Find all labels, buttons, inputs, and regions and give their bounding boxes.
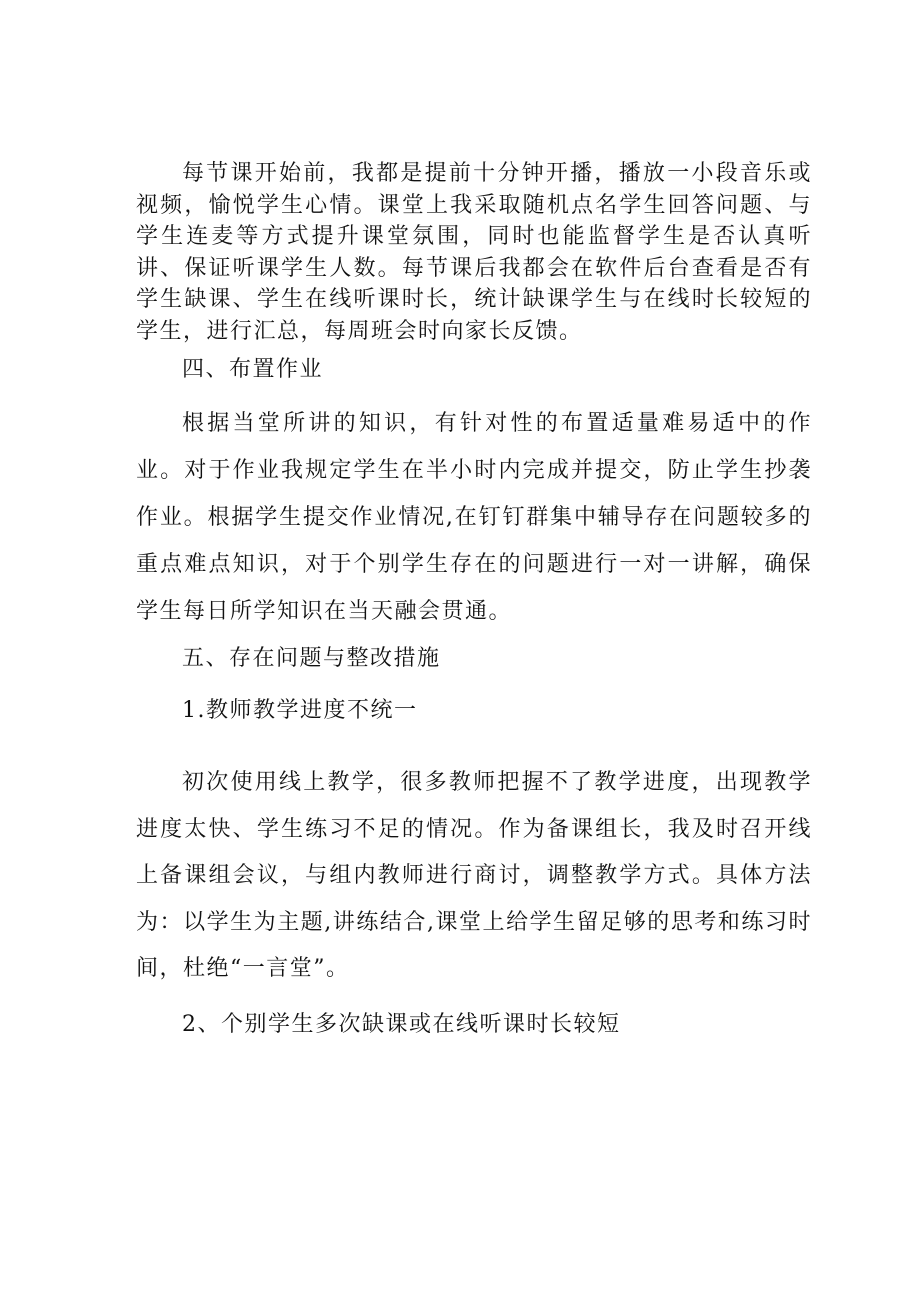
paragraph-teaching-progress: 初次使用线上教学，很多教师把握不了教学进度，出现教学进度太快、学生练习不足的情况。作为备课组长，我及时召开线上备课组会议，与组内教师进行商讨，调整教学方式。具体方法为：以学生为主题,讲练结合,课堂上给学生留足够的思考和练习时间，杜绝“一言堂”。 <box>136 770 812 981</box>
subheading-teaching-progress: 1.教师教学进度不统一 <box>182 698 418 723</box>
paragraph-live-class-routine: 每节课开始前，我都是提前十分钟开播，播放一小段音乐或视频，愉悦学生心情。课堂上我采取随机点名学生回答问题、与学生连麦等方式提升课堂氛围，同时也能监督学生是否认真听讲、保证听课学生人数。每节课后我都会在软件后台查看是否有学生缺课、学生在线听课时长，统计缺课学生与在线时长较短的学生，进行汇总，每周班会时向家长反馈。 <box>136 161 812 344</box>
paragraph-homework: 根据当堂所讲的知识，有针对性的布置适量难易适中的作业。对于作业我规定学生在半小时内完成并提交，防止学生抄袭作业。根据学生提交作业情况,在钉钉群集中辅导存在问题较多的重点难点知识，对于个别学生存在的问题进行一对一讲解，确保学生每日所学知识在当天融会贯通。 <box>136 411 812 624</box>
section-heading-homework: 四、布置作业 <box>182 357 324 382</box>
subheading-absent-students: 2、个别学生多次缺课或在线听课时长较短 <box>182 1012 621 1037</box>
section-heading-problems: 五、存在问题与整改措施 <box>182 646 441 671</box>
